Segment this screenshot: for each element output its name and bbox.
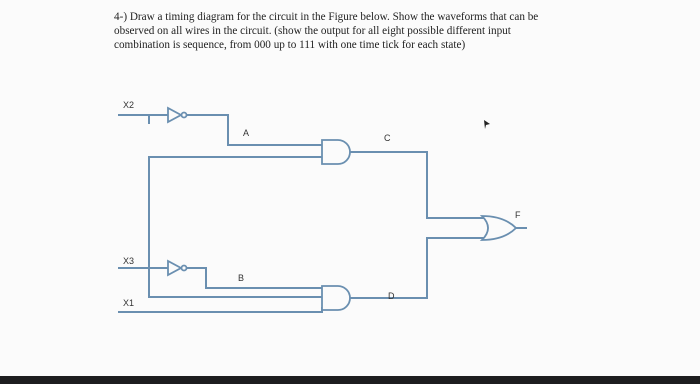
bottom-bar [0,376,700,384]
question-line-1: 4-) Draw a timing diagram for the circuit in the Figure below. Show the waveforms that can be [114,11,539,23]
label-x2: X2 [123,100,135,110]
label-x1: X1 [123,298,135,308]
question-line-3: combination is sequence, from 000 up to 111 with one time tick for each state) [114,39,466,51]
wire-a [187,115,322,145]
wire-d [350,238,486,298]
wire-c [350,152,486,218]
label-a: A [243,128,250,138]
or-gate-f [482,216,516,240]
label-c: C [384,133,391,143]
not-gate-x2 [168,108,187,122]
mouse-pointer-icon [484,120,490,129]
label-b: B [238,273,245,283]
wire-b [187,268,322,288]
label-f: F [515,210,521,220]
question-line-2: observed on all wires in the circuit. (show the output for all eight possible different input [114,25,511,37]
label-d: D [388,291,395,301]
label-x3: X3 [123,256,135,266]
wire-x1 [118,307,322,312]
and-gate-c [322,140,350,164]
not-gate-x3 [168,261,187,275]
and-gate-d [322,286,350,310]
